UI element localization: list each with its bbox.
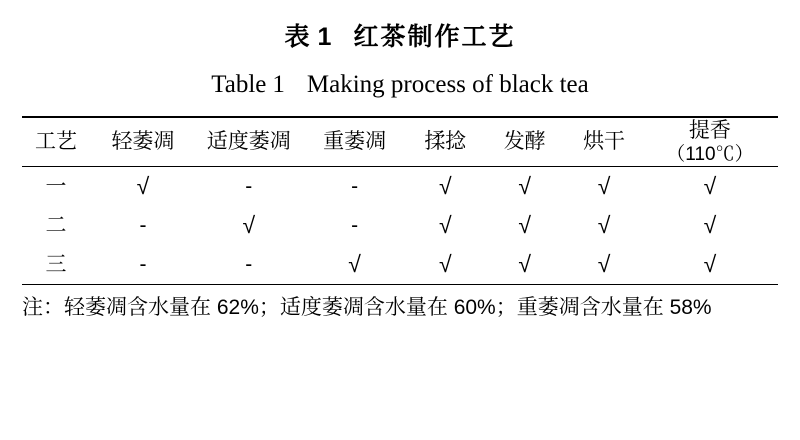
- table-title-english: [22, 70, 778, 100]
- cell-light-withering: -: [139, 253, 147, 277]
- header-moderate-withering: [196, 117, 302, 167]
- cell-process-name: 一: [45, 175, 67, 199]
- cell-aroma-raising: √: [703, 212, 717, 239]
- table-title-english-text: Making process of black tea: [306, 71, 589, 98]
- header-heavy-withering: [302, 117, 408, 167]
- cell-fermentation: √: [518, 251, 531, 278]
- table-note-container: [22, 284, 778, 323]
- table-row: [22, 206, 778, 245]
- table-title-chinese-text: 红茶制作工艺: [353, 23, 516, 51]
- header-moderate-withering-label: 适度萎凋: [206, 130, 291, 154]
- cell-drying: √: [597, 212, 611, 239]
- cell-drying: √: [597, 173, 611, 200]
- cell-aroma-raising: √: [703, 251, 717, 278]
- table-header-row: [22, 117, 778, 167]
- cell-rolling: √: [439, 173, 452, 200]
- cell-aroma-raising: √: [703, 173, 717, 200]
- table-figure: [0, 22, 800, 440]
- cell-heavy-withering: √: [348, 251, 361, 278]
- header-drying-label: 烘干: [583, 130, 626, 154]
- table-title-english-number: 1: [272, 71, 285, 98]
- table-title-chinese: [22, 22, 778, 52]
- cell-rolling: √: [439, 212, 452, 239]
- table-row: [22, 167, 778, 207]
- cell-fermentation: √: [518, 212, 531, 239]
- header-rolling-label: 揉捻: [424, 130, 467, 154]
- header-rolling: [408, 117, 484, 167]
- header-craft-label: 工艺: [35, 130, 78, 154]
- cell-process-name: 三: [45, 253, 67, 277]
- cell-light-withering: √: [136, 173, 150, 200]
- table-note: 注：轻萎凋含水量在 62%；适度萎凋含水量在 60%；重萎凋含水量在 58%: [22, 296, 712, 320]
- header-light-withering: [90, 117, 196, 167]
- table-title-chinese-label: 表: [284, 23, 312, 51]
- header-heavy-withering-label: 重萎凋: [323, 130, 387, 154]
- header-drying: [566, 117, 642, 167]
- table-title-english-label: Table: [211, 71, 267, 98]
- header-fermentation-label: 发酵: [503, 130, 546, 154]
- table-row: [22, 245, 778, 284]
- cell-moderate-withering: -: [245, 253, 253, 277]
- cell-light-withering: -: [139, 214, 147, 238]
- cell-heavy-withering: -: [351, 175, 359, 199]
- cell-moderate-withering: -: [245, 175, 253, 199]
- cell-moderate-withering: √: [242, 212, 256, 239]
- header-craft: [22, 117, 90, 167]
- header-aroma-raising-temp: （110℃）: [666, 143, 754, 165]
- process-table: [22, 116, 778, 284]
- table-title-chinese-number: 1: [317, 23, 334, 51]
- cell-rolling: √: [439, 251, 452, 278]
- table-head: [22, 117, 778, 167]
- cell-fermentation: √: [518, 173, 531, 200]
- header-aroma-raising-label: 提香: [688, 119, 731, 142]
- table-body: [22, 167, 778, 285]
- header-aroma-raising: [642, 117, 778, 167]
- cell-process-name: 二: [45, 214, 67, 238]
- cell-drying: √: [597, 251, 611, 278]
- header-light-withering-label: 轻萎凋: [111, 130, 175, 154]
- cell-heavy-withering: -: [351, 214, 359, 238]
- header-fermentation: [483, 117, 566, 167]
